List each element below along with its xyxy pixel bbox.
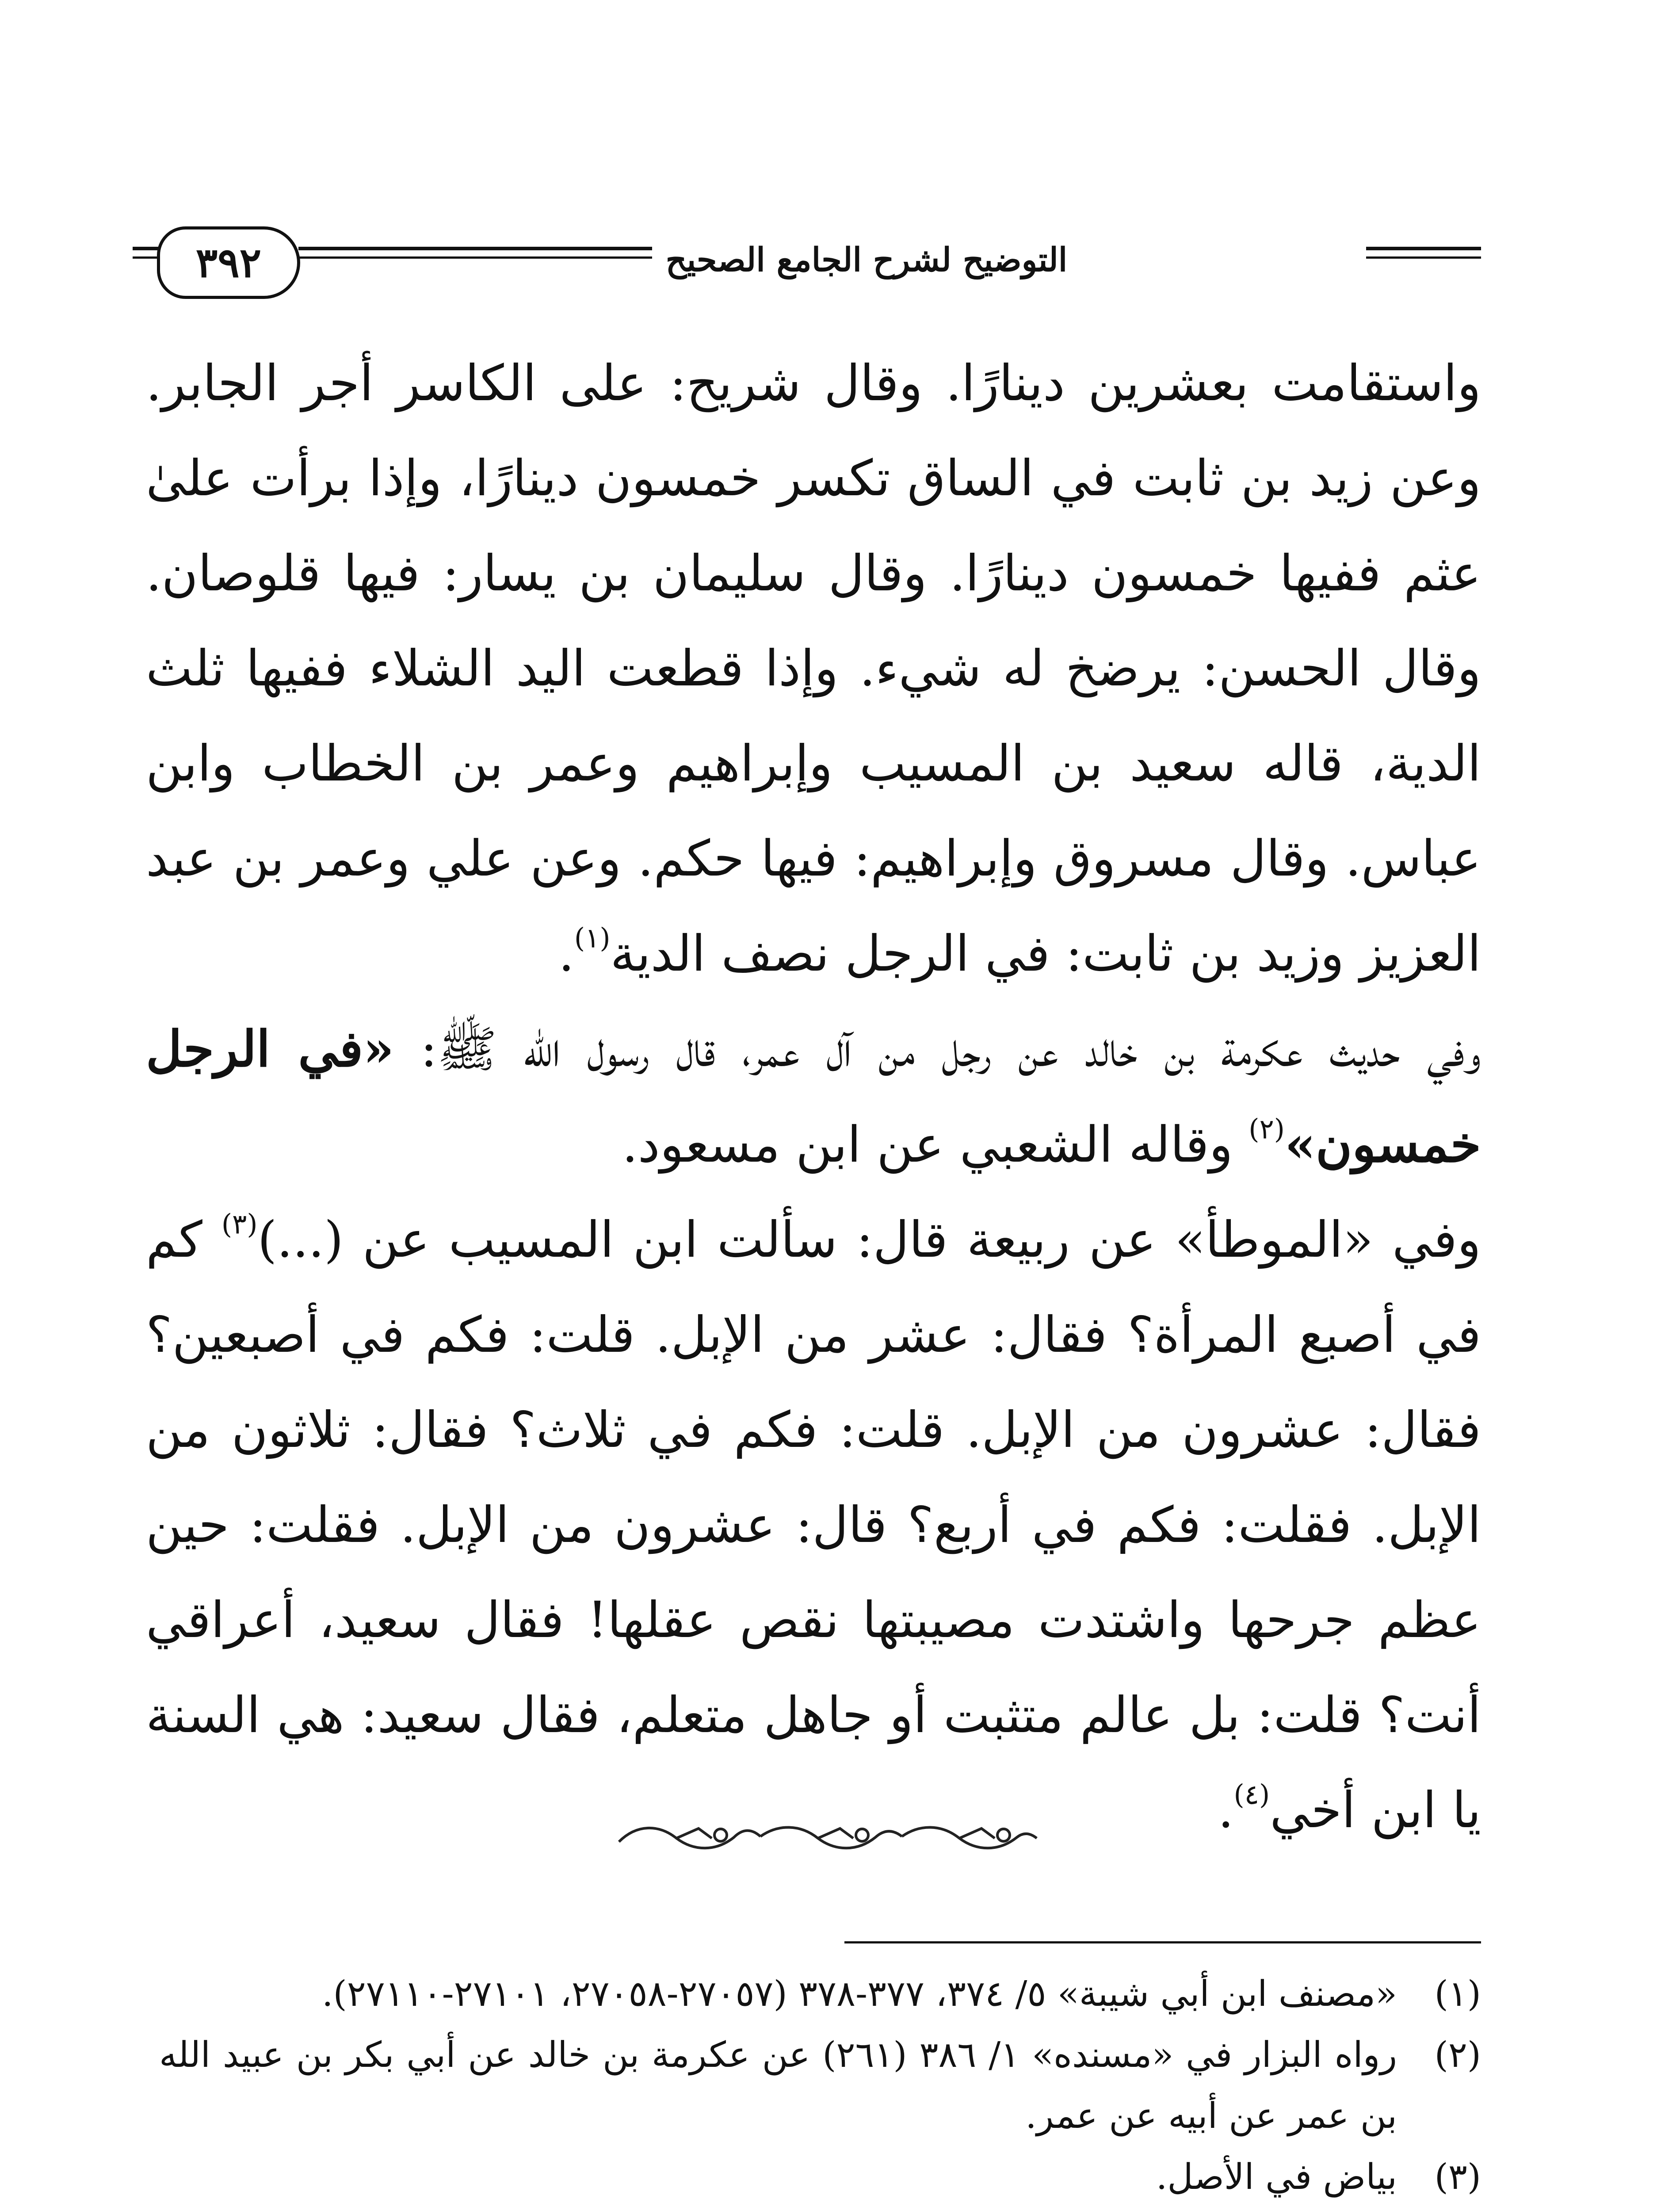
header-rule-far-right-bottom	[1366, 256, 1481, 259]
page-header	[133, 217, 1481, 310]
footnote-ref-3: (٣)	[221, 1208, 258, 1240]
footnote-ref-2: (٢)	[1249, 1113, 1285, 1145]
footnote-number: (٢)	[1434, 2034, 1481, 2075]
main-text	[146, 336, 1481, 1858]
footnote-number: (١)	[1434, 1973, 1481, 2014]
section-ornament-icon	[610, 1811, 1043, 1859]
header-rule-right-top	[298, 247, 652, 250]
footnote-text	[159, 2207, 1397, 2211]
footnote-number	[1415, 2207, 1481, 2211]
footnote-text: «مصنف ابن أبي شيبة» ٥/ ٣٧٤، ٣٧٧-٣٧٨ (٢٧٠٥٧-٢٧٠٥٨، ٢٧١٠١-٢٧١١٠).	[322, 1973, 1397, 2014]
hadith-quote: «في الرجل خمسون»	[146, 1020, 1481, 1174]
footnote-separator	[844, 1941, 1481, 1943]
running-title: التوضيح لشرح الجامع الصحيح	[654, 241, 1079, 279]
footnote-ref-1: (١)	[574, 922, 611, 954]
paragraph-1: واستقامت بعشرين دينارًا. وقال شريح: على الكاسر أجر الجابر. وعن زيد بن ثابت في الساق تكسر خمسون دينارًا، وإذا برأت علىٰ عثم ففيها خمسون دينارًا. وقال سليمان بن يسار: فيها قلوصان. وقال الحسن: يرضخ له شيء. وإذا قطعت اليد الشلاء ففيها ثلث الدية، قاله سعيد بن المسيب وإبراهيم وعمر بن الخطاب وابن عباس. وقال مسروق وإبراهيم: فيها حكم. وعن علي وعمر بن عبد العزيز وزيد بن ثابت: في الرجل نصف الدية$^{(١)}$.	[146, 355, 1481, 983]
footnote-3	[159, 2146, 1481, 2207]
footnote-ref-4: (٤)	[1233, 1778, 1270, 1811]
header-rule-right-bottom	[298, 256, 652, 259]
footnote-1	[159, 1963, 1481, 2024]
footnote-number: (٣)	[1434, 2156, 1481, 2197]
header-rule-far-right-top	[1366, 247, 1481, 250]
footnote-text: بياض في الأصل.	[1156, 2156, 1397, 2197]
footnote-text: رواه البزار في «مسنده» ١/ ٣٨٦ (٢٦١) عن عكرمة بن خالد عن أبي بكر بن عبيد الله بن عمر عن أبيه عن عمر.	[159, 2034, 1397, 2136]
paragraph-3: وفي «الموطأ» عن ربيعة قال: سألت ابن المسيب عن (...)$^{(٣)}$ كم في أصبع المرأة؟ فقال: عشر من الإبل. قلت: فكم في أصبعين؟ فقال: عشرون من الإبل. قلت: فكم في ثلاث؟ فقال: ثلاثون من الإبل. فقلت: فكم في أربع؟ قال: عشرون من الإبل. فقلت: حين عظم جرحها واشتدت مصيبتها نقص عقلها! فقال سعيد، أعراقي أنت؟ قلت: بل عالم متثبت أو جاهل متعلم، فقال سعيد: هي السنة يا ابن أخي$^{(٤)}$.	[146, 1208, 1481, 1839]
footnote-2	[159, 2024, 1481, 2146]
page-number: ٣٩٢	[195, 239, 262, 287]
page-number-badge	[157, 226, 300, 299]
footnote-4	[159, 2207, 1481, 2211]
paragraph-2: وفي حديث عكرمة بن خالد عن رجل من آل عمر، قال رسول الله ﷺ: «في الرجل خمسون»$^{(٢)}$ وقاله الشعبي عن ابن مسعود.	[146, 1020, 1481, 1174]
footnotes	[159, 1963, 1481, 2211]
